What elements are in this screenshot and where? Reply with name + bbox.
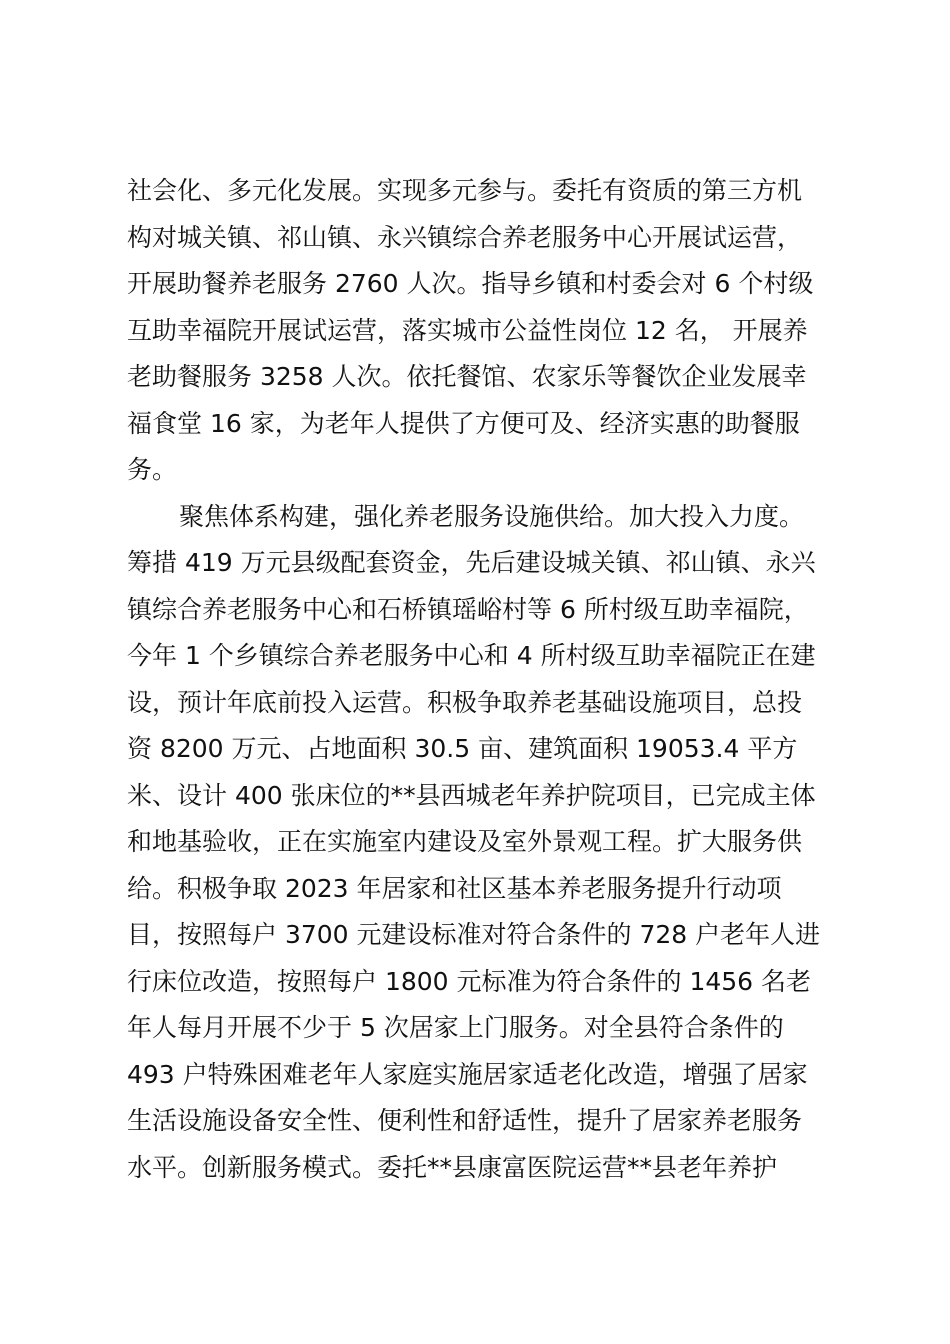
text-line: 福食堂 16 家，为老年人提供了方便可及、经济实惠的助餐服 xyxy=(127,408,800,438)
text-line: 生活设施设备安全性、便利性和舒适性，提升了居家养老服务 xyxy=(127,1106,803,1135)
text-line: 资 8200 万元、占地面积 30.5 亩、建筑面积 19053.4 平方 xyxy=(127,734,798,763)
text-line: 社会化、多元化发展。实现多元参与。委托有资质的第三方机 xyxy=(127,176,803,205)
text-line: 水平。创新服务模式。委托**县康富医院运营**县老年养护 xyxy=(127,1152,778,1182)
paragraph-2 xyxy=(127,494,827,1192)
text-line: 聚焦体系构建，强化养老服务设施供给。加大投入力度。 xyxy=(179,501,805,531)
paragraph-1 xyxy=(127,168,827,494)
body-text xyxy=(127,168,827,1191)
text-line: 构对城关镇、祁山镇、永兴镇综合养老服务中心开展试运营， xyxy=(127,222,803,252)
text-line: 务。 xyxy=(127,455,178,484)
text-line: 行床位改造，按照每户 1800 元标准为符合条件的 1456 名老 xyxy=(127,966,812,996)
text-line: 互助幸福院开展试运营，落实城市公益性岗位 12 名， 开展养 xyxy=(127,315,808,345)
text-line: 筹措 419 万元县级配套资金，先后建设城关镇、祁山镇、永兴 xyxy=(127,548,816,577)
text-line: 镇综合养老服务中心和石桥镇瑶峪村等 6 所村级互助幸福院， xyxy=(127,594,809,624)
text-line: 开展助餐养老服务 2760 人次。指导乡镇和村委会对 6 个村级 xyxy=(127,269,814,298)
text-line: 和地基验收，正在实施室内建设及室外景观工程。扩大服务供 xyxy=(127,827,803,856)
text-line: 给。积极争取 2023 年居家和社区基本养老服务提升行动项 xyxy=(127,873,782,903)
text-line: 目，按照每户 3700 元建设标准对符合条件的 728 户老年人进 xyxy=(127,920,821,949)
text-line: 今年 1 个乡镇综合养老服务中心和 4 所村级互助幸福院正在建 xyxy=(127,641,816,670)
text-line: 米、设计 400 张床位的**县西城老年养护院项目，已完成主体 xyxy=(127,780,816,810)
text-line: 老助餐服务 3258 人次。依托餐馆、农家乐等餐饮企业发展幸 xyxy=(127,362,807,391)
text-line: 设，预计年底前投入运营。积极争取养老基础设施项目，总投 xyxy=(127,687,803,717)
text-line: 493 户特殊困难老年人家庭实施居家适老化改造，增强了居家 xyxy=(127,1059,808,1089)
text-line: 年人每月开展不少于 5 次居家上门服务。对全县符合条件的 xyxy=(127,1013,784,1042)
